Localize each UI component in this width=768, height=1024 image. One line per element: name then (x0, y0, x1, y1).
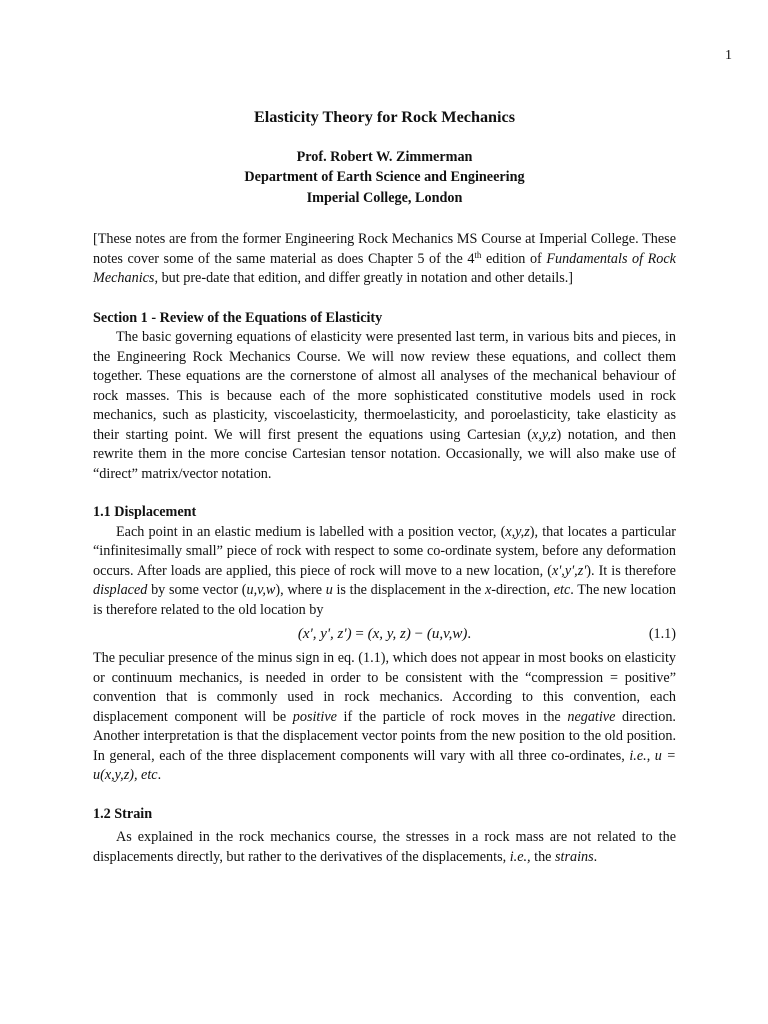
section-1-1-heading: 1.1 Displacement (93, 504, 197, 520)
equation-number: (1.1) (648, 626, 676, 642)
section-1-heading: Section 1 - Review of the Equations of Elasticity (93, 309, 383, 326)
section-1-2-heading: 1.2 Strain (93, 805, 153, 822)
preface-note: [These notes are from the former Engineering Rock Mechanics MS Course at Imperial College. These notes cover some of the same material as does Chapter 5 of the 4th edition of Fundamentals of Rock Mechanics, but pre-date that edition, and differ greatly in notation and other details.] (93, 231, 676, 286)
author-block (93, 147, 676, 209)
displacement-paragraph-1: Each point in an elastic medium is labelled with a position vector, (x,y,z), that locates a particular “infinitesimally small” piece of rock with respect to some co-ordinate system, before any deformation occurs. After loads are applied, this piece of rock will move to a new location, (x',y',z'). It is therefore displaced by some vector (u,v,w), where u is the displacement in the x-direction, etc. The new location is therefore related to the old location by (93, 523, 677, 618)
institution: Imperial College, London (306, 189, 463, 206)
section-1-paragraph: The basic governing equations of elasticity were presented last term, in various bits and pieces, in the Engineering Rock Mechanics Course. We will now review these equations, and collect them together. These equations are the cornerstone of almost all analyses of the mechanical behaviour of rock masses. This is because each of the more sophisticated constitutive models used in rock mechanics, such as plasticity, viscoelasticity, thermoelasticity, and poroelasticity, take elasticity as their starting point. We will first present the equations using Cartesian (x,y,z) notation, and then rewrite them in the more concise Cartesian tensor notation. Occasionally, we will also make use of “direct” matrix/vector notation. (93, 329, 676, 482)
page-number: 1 (725, 48, 732, 63)
document-title: Elasticity Theory for Rock Mechanics (253, 108, 516, 126)
book-title: Fundamentals of Rock Mechanics (93, 250, 676, 286)
author-name: Prof. Robert W. Zimmerman (296, 148, 473, 165)
department: Department of Earth Science and Engineering (244, 169, 525, 185)
equation-1-1 (93, 622, 676, 646)
strain-paragraph: As explained in the rock mechanics course, the stresses in a rock mass are not related to the displacements directly, but rather to the derivatives of the displacements, i.e., the strains. (93, 829, 676, 865)
superscript-th: th (474, 249, 482, 260)
displacement-paragraph-2: The peculiar presence of the minus sign in eq. (1.1), which does not appear in most books on elasticity or continuum mechanics, is needed in order to be consistent with the “compression = positive” convention that is commonly used in rock mechanics. According to this convention, each displacement component will be positive if the particle of rock moves in the negative direction. Another interpretation is that the displacement vector points from the new position to the old position. In general, each of the three displacement components will vary with all three co-ordinates, i.e., u = u(x,y,z), etc. (93, 650, 677, 783)
equation-body: (x', y', z') = (x, y, z) − (u,v,w). (297, 626, 472, 642)
document-body (93, 108, 676, 867)
